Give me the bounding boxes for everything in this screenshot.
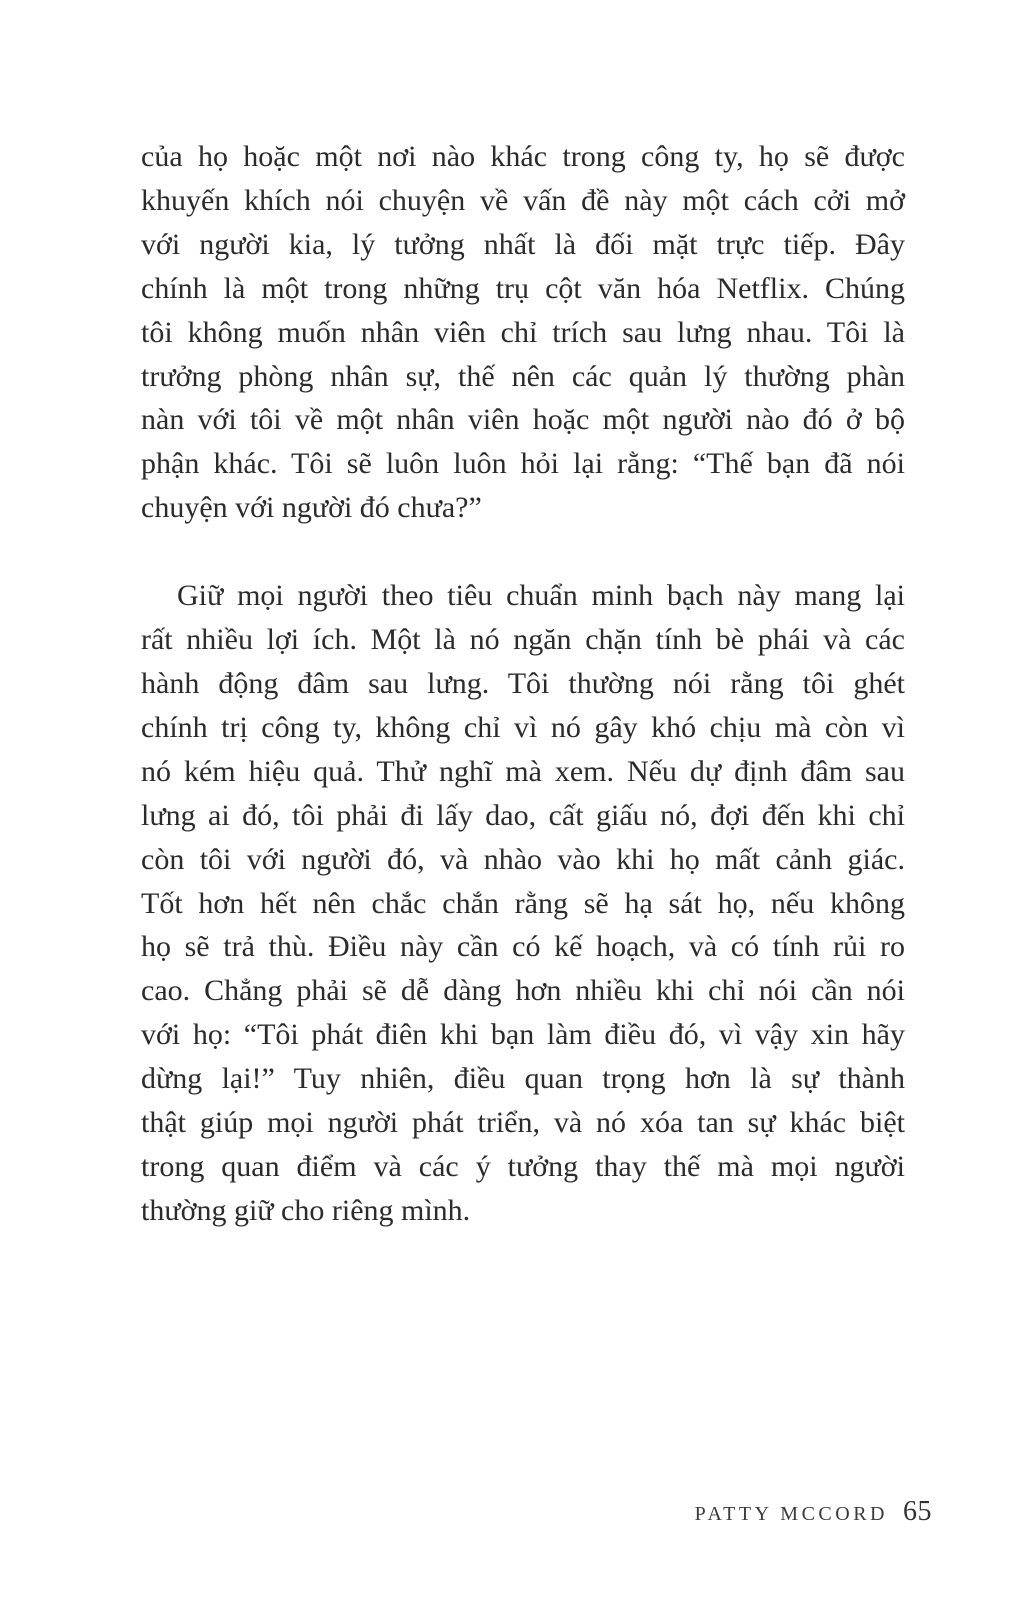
page-footer — [695, 1496, 932, 1528]
paragraph-1 — [141, 135, 905, 530]
text-line: phận khác. Tôi sẽ luôn luôn hỏi lại rằng: “Thế bạn đã nói — [141, 447, 905, 481]
text-line: của họ hoặc một nơi nào khác trong công ty, họ sẽ được — [141, 140, 905, 173]
text-line: trong quan điểm và các ý tưởng thay thế mà mọi người — [141, 1149, 905, 1183]
text-line: lưng ai đó, tôi phải đi lấy dao, cất giấu nó, đợi đến khi chỉ — [141, 798, 905, 832]
text-line: chính là một trong những trụ cột văn hóa Netflix. Chúng — [141, 271, 905, 305]
text-line: họ sẽ trả thù. Điều này cần có kế hoạch, và có tính rủi ro — [141, 930, 905, 964]
text-line: Tốt hơn hết nên chắc chắn rằng sẽ hạ sát họ, nếu không — [141, 886, 905, 920]
text-line: chính trị công ty, không chỉ vì nó gây khó chịu mà còn vì — [141, 710, 905, 744]
text-line: hành động đâm sau lưng. Tôi thường nói rằng tôi ghét — [141, 666, 905, 700]
paragraph-2 — [141, 574, 905, 1233]
text-line: với người kia, lý tưởng nhất là đối mặt trực tiếp. Đây — [141, 227, 905, 261]
text-line: nó kém hiệu quả. Thử nghĩ mà xem. Nếu dự định đâm sau — [141, 754, 905, 788]
text-line: thật giúp mọi người phát triển, và nó xóa tan sự khác biệt — [141, 1106, 905, 1140]
body-text — [141, 135, 905, 1233]
footer-page-number: 65 — [903, 1496, 932, 1527]
text-line: trưởng phòng nhân sự, thế nên các quản lý thường phàn — [141, 359, 905, 393]
text-line: cao. Chẳng phải sẽ dễ dàng hơn nhiều khi chỉ nói cần nói — [141, 974, 905, 1008]
text-line: khuyến khích nói chuyện về vấn đề này một cách cởi mở — [141, 183, 905, 217]
text-line: với họ: “Tôi phát điên khi bạn làm điều đó, vì vậy xin hãy — [141, 1018, 905, 1052]
text-line: Giữ mọi người theo tiêu chuẩn minh bạch này mang lại — [177, 579, 905, 613]
text-line: còn tôi với người đó, và nhào vào khi họ mất cảnh giác. — [141, 842, 905, 876]
footer-author-name: PATTY MCCORD — [694, 1503, 888, 1525]
text-line: rất nhiều lợi ích. Một là nó ngăn chặn tính bè phái và các — [141, 623, 905, 657]
text-line: tôi không muốn nhân viên chỉ trích sau lưng nhau. Tôi là — [141, 315, 905, 349]
text-line: thường giữ cho riêng mình. — [141, 1193, 471, 1227]
text-line: chuyện với người đó chưa?” — [141, 491, 482, 525]
text-line: dừng lại!” Tuy nhiên, điều quan trọng hơn là sự thành — [141, 1062, 905, 1096]
text-line: nàn với tôi về một nhân viên hoặc một người nào đó ở bộ — [141, 403, 905, 437]
